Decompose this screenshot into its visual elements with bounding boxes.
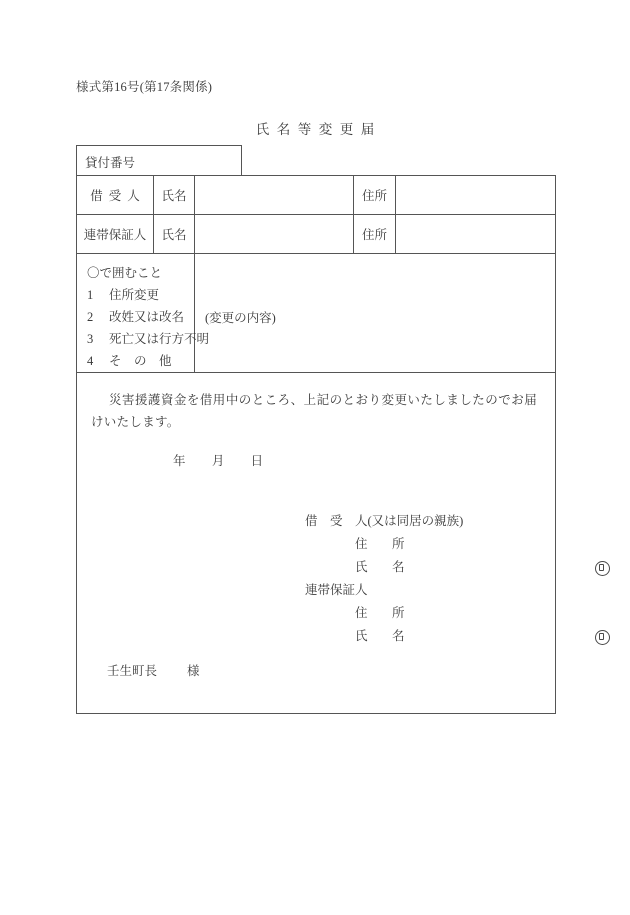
statement-cell (77, 373, 556, 714)
addressee-honorific: 様 (187, 664, 200, 678)
borrower-role-text: 借受人 (90, 189, 146, 203)
date-year-label: 年 (173, 454, 186, 468)
statement-text: 災害援護資金を借用中のところ、上記のとおり変更いたしましたのでお届けいたします。 (91, 393, 537, 429)
reason-option-1[interactable] (87, 284, 194, 306)
reason-options-cell (77, 254, 210, 373)
borrower-name-field[interactable] (195, 176, 354, 215)
signature-guarantor-party: 連帯保証人 (305, 583, 368, 597)
reason-option-1-label: 住所変更 (109, 288, 160, 302)
signature-block (305, 510, 463, 648)
table-row-statement (77, 373, 556, 714)
reason-option-3-label: 死亡又は行方不明 (109, 332, 210, 346)
date-line[interactable] (173, 451, 263, 469)
reason-instruction: 〇で囲むこと (87, 266, 163, 280)
guarantor-name-label: 氏名 (154, 215, 195, 254)
date-day-label: 日 (250, 454, 264, 468)
signature-guarantor-name[interactable] (305, 625, 463, 648)
date-month-label: 月 (211, 454, 225, 468)
reason-option-4[interactable] (87, 350, 194, 372)
reason-option-4-number: 4 (87, 354, 94, 368)
guarantor-address-label: 住所 (354, 215, 396, 254)
reason-option-2-label: 改姓又は改名 (109, 310, 185, 324)
borrower-address-label: 住所 (354, 176, 396, 215)
guarantor-role-label: 連帯保証人 (77, 215, 154, 254)
table-row-reason (77, 254, 556, 373)
reason-option-4-label: そ の 他 (109, 354, 172, 368)
guarantor-name-field[interactable] (195, 215, 354, 254)
guarantor-address-field[interactable] (396, 215, 556, 254)
table-row-guarantor (77, 215, 556, 254)
signature-guarantor-address[interactable] (305, 602, 463, 625)
borrower-address-field[interactable] (396, 176, 556, 215)
loan-number-box (76, 145, 242, 175)
table-row-borrower (77, 176, 556, 215)
reason-option-2-number: 2 (87, 310, 94, 324)
borrower-role-label (77, 176, 154, 215)
reason-option-1-number: 1 (87, 288, 94, 302)
signature-borrower-name-label: 氏 名 (355, 560, 411, 574)
form-table (76, 175, 556, 714)
reason-option-3[interactable] (87, 328, 210, 350)
change-content-cell[interactable] (195, 254, 556, 373)
signature-borrower-address-label: 住 所 (355, 537, 411, 551)
seal-stamp-icon (595, 555, 610, 578)
page-title: 氏名等変更届 (255, 122, 382, 137)
change-content-label: (変更の内容) (205, 311, 276, 325)
signature-borrower-party: 借 受 人(又は同居の親族) (305, 514, 464, 528)
reason-option-3-number: 3 (87, 332, 94, 346)
signature-guarantor-address-label: 住 所 (355, 606, 411, 620)
seal-stamp-icon (595, 624, 610, 647)
signature-guarantor-name-label: 氏 名 (355, 629, 411, 643)
reason-option-2[interactable] (87, 306, 194, 328)
loan-number-label: 貸付番号 (85, 156, 136, 170)
signature-borrower-address[interactable] (305, 533, 463, 556)
form-code: 様式第16号(第17条関係) (76, 80, 213, 94)
addressee-name: 壬生町長 (107, 664, 158, 678)
addressee-line (107, 661, 200, 679)
borrower-name-label: 氏名 (154, 176, 195, 215)
signature-borrower-name[interactable] (305, 556, 463, 579)
